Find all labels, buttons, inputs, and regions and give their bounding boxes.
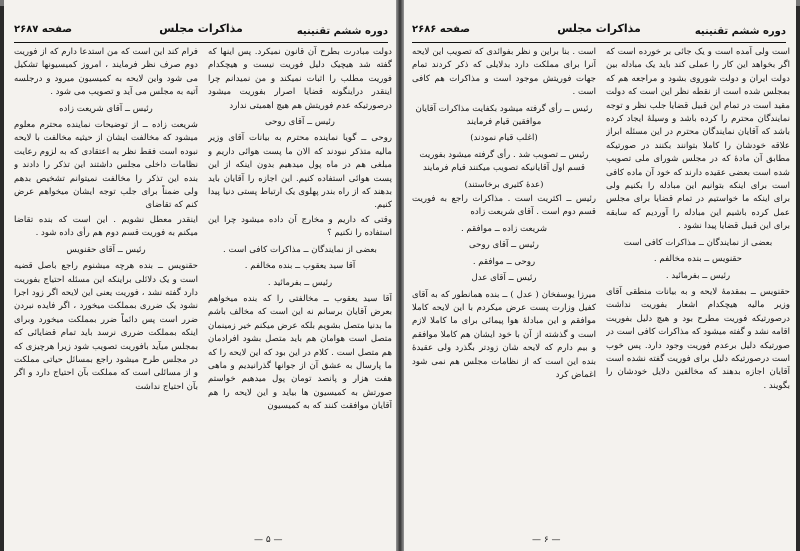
publication-title: مذاکرات مجلس: [159, 22, 243, 35]
page-header: [14, 20, 388, 43]
paragraph: وقتی که داریم و مخارج آن داده میشود چرا این استفاده را نکنیم ؟: [208, 214, 392, 239]
paragraph: فرام کند این است که من استدعا دارم که از فوریت دوم صرف نظر فرمایند ، امروز کمیسیونها تشکیل می شود واین لایحه به کمیسیون میرود و درجلسه آتیه به مجلس می آید و تصویب می شود .: [14, 47, 198, 98]
speaker-line: روحی ــ موافقم .: [472, 256, 536, 267]
paragraph: آقا سید یعقوب ــ مخالفتی را که بنده میخواهم بعرض آقایان برسانم نه این است که مخالف باشم ما بدنیا متصل بشویم بلکه عرض میکنم خیر زمینمان متصل است هوامان هم باید متصل بشود افرادمان هم متصل است . کلام در این بود که این لایحه را که ما پارسال به عشق آن از جوانها گذرانیدیم و ماهی هفت هزار و پانصد تومان پول میدهیم خواستم صورتش به کمیسیون ها بیاید و این لایحه را هم آقایان موافقت کنند که به کمیسیون: [208, 293, 392, 412]
speaker-line: بعضی از نمایندگان ــ مذاکرات کافی است: [623, 237, 773, 248]
speaker-line: رئیس ــ آقای حقنویس: [66, 244, 146, 255]
paragraph: حقنویس ــ بنده هرچه میشنوم راجع باصل قضیه است و یک دلائلی براینکه این مسئله احتیاج بفوریت دارد گفته نشد ، فوریت یعنی این لایحه اگر زود اجرا نشود یک ضرری بمملکت میخورد ، اگر فایده نبردن ضرر است پس دائماً ضرر بمملکت میخورد وبرای اینکه بمملکت ضرری نرسد باید تمام قضایائی که بمجلس میآید بافوریت تصویب شود زیرا هرچیزی که در مجلس طرح میشود راجع بمسائل حیاتی مملکت و از مسائلی است که مملکت بآن احتیاج دارد و اگر بآن احتیاج نداشت: [14, 261, 198, 392]
publication-title: مذاکرات مجلس: [557, 22, 641, 35]
speaker-line: رئیس ــ آقای عدل: [471, 273, 537, 284]
text-column-2: [412, 46, 596, 542]
speaker-line: آقا سید یعقوب ــ بنده مخالفم .: [244, 261, 356, 272]
paragraph: میرزا یوسفخان ( عدل ) ــ بنده همانطور که به آقای کفیل وزارت پست عرض میکردم با این لایحه کاملا موافقم و این مبادلهٔ هوا پیمائی برای ما کاملا لازم است و گذشته از آن با خود ایشان هم کاملا موافقم و بیم دارم که لایحه شان زودتر بگذرد ولی عقیدهٔ بنده این است که از نظامات مجلس هم نمی شود اغماض کرد: [412, 289, 596, 380]
speaker-line: شریعت زاده ــ موافقم .: [460, 223, 548, 234]
paragraph: شریعت زاده ــ از توضیحات نماینده محترم معلوم میشود که مخالفت ایشان از حیثیه مخالفت با لایحه نبوده است فقط نظر به اعتقادی که به لزوم رعایت نظامات داخلی مجلس داشتند این تذکر را دادند و بنده این تذکر را مخالفت نمیتوانم تشخیص بدهم ولی ضمناً برای جلب توجه ایشان میخواهم عرض کنم که تقاضای: [14, 120, 198, 211]
stage-note: (عدهٔ کثیری برخاستند): [464, 179, 544, 190]
paragraph: است . بنا براین و نظر بفوائدی که تصویب این لایحه آنرا برای مملکت دارد بدلایلی که ذکر کردند تمام جهات فوریتش موجود است و مذاکرات هم کافی است .: [412, 47, 596, 98]
paragraph: روحی ــ گویا نماینده محترم به بیانات آقای وزیر مالیه متذکر نبودند که الان ما پست هوائی داریم و مبلغی هم در ماه پول میدهیم بدون اینکه از این پست هوائی استفاده کنیم. این اجازه را آقایان باید بدهند که از راه بندر پهلوی یک ارتباط پستی دنیا پیدا کنیم.: [208, 133, 392, 211]
speaker-line: بعضی از نمایندگان ــ مذاکرات کافی است .: [223, 244, 377, 255]
speaker-line: رئیس ــ آقای شریعت زاده: [59, 103, 153, 114]
paragraph: حقنویس ــ بمقدمهٔ لایحه و به بیانات منطقی آقای وزیر مالیه هیچکدام اشعار بفوریت نداشت درصورتیکه فوریت مطرح بود و هیچ دلیل بفوریت اقامه نشد و گفته میشود که مذاکرات کافی است در صورتیکه دلیل برعدم فوریت وجود دارد. پس خوب است درصورتیکه دلیل برای فوریت گفته نشده است آقایان اجازه بدهند که مخالفین دلایل خودشان را بگویند .: [606, 286, 790, 391]
text-column-2: [14, 46, 198, 542]
speaker-line: رئیس ــ بفرمائید .: [267, 277, 333, 288]
speaker-line: حقنویس ــ بنده مخالفم .: [653, 254, 743, 265]
paragraph: است ولی آمده است و یک جائی بر خورده است که اگر بخواهد این کار را عملی کند باید یک مبادله بین دولت ایران و دولت شوروی بشود و مراجعه هم که بمجلس شده است از نقطه نظر این است که دولت مقید است در تمام این قبیل قضایا جلب نظر و توجه نمایندگان محترم را کرده باشد و وسیلهٔ ایجاد کرده باشد که آقایان نمایندگان محترم در این مسئله ابراز علاقه خودشان را کاملا بتوانند بکنند در صورتیکه مطابق آن مادهٔ که در مجلس شورای ملی تصویب شده است بعضی عقیده دارند که خود آن ماده کافی است برای اینکه بتوانیم این مبادله را بکنیم ولی برای اینکه ما خواستیم در تمام قضایا برای مجلس عمل کرده باشیم این مبادله را آوردیم که سابقه برای این قبیل قضایا پیدا نشود .: [606, 47, 790, 232]
session-label: دوره ششم تقنینیه: [694, 26, 786, 37]
speaker-line: رئیس ــ بفرمائید .: [665, 270, 731, 281]
page-number: صفحه ۲۶۸۷: [14, 24, 73, 35]
speaker-line: رئیس ــ آقای روحی: [265, 117, 335, 128]
page-footer-mark: — ۶ —: [532, 535, 561, 545]
speaker-line: رئیس ــ آقای روحی: [469, 240, 539, 251]
right-page: [402, 0, 796, 551]
paragraph: دولت مبادرت بطرح آن قانون نمیکرد. پس اینها که گفته شد هیچیک دلیل فوریت نیست و هیچکدام فوریت مطلب را اثبات نمیکند و من نمیدانم چرا اینقدر دراینگونه قضایا اصرار بفوریت میشود درصورتیکه عدم فوریتش هم هیچ اهمیتی ندارد: [208, 47, 392, 111]
paragraph: رئیس ــ اکثریت است . مذاکرات راجع به فوریت قسم دوم است . آقای شریعت زاده: [412, 194, 596, 218]
paragraph: اینقدر معطل نشویم . این است که بنده تقاضا میکنم به فوریت قسم دوم هم رأی داده شود .: [14, 214, 198, 239]
left-page: [4, 0, 398, 551]
speaker-line: رئیس ــ رأی گرفته میشود بکفایت مذاکرات آقایان موافقین قیام فرمایند: [415, 103, 593, 128]
speaker-line: رئیس ــ تصویب شد . رأی گرفته میشود بفوریت قسم اول آقایانیکه تصویب میکنند قیام فرمایند: [419, 149, 589, 174]
page-header: [412, 20, 786, 43]
stage-note: (اغلب قیام نمودند): [470, 133, 538, 144]
page-number: صفحه ۲۶۸۶: [412, 24, 471, 35]
book-gutter: [396, 0, 404, 551]
session-label: دوره ششم تقنینیه: [296, 26, 388, 37]
text-column-1: [606, 46, 790, 542]
text-column-1: [208, 46, 392, 542]
page-footer-mark: — ۵ —: [254, 535, 283, 545]
